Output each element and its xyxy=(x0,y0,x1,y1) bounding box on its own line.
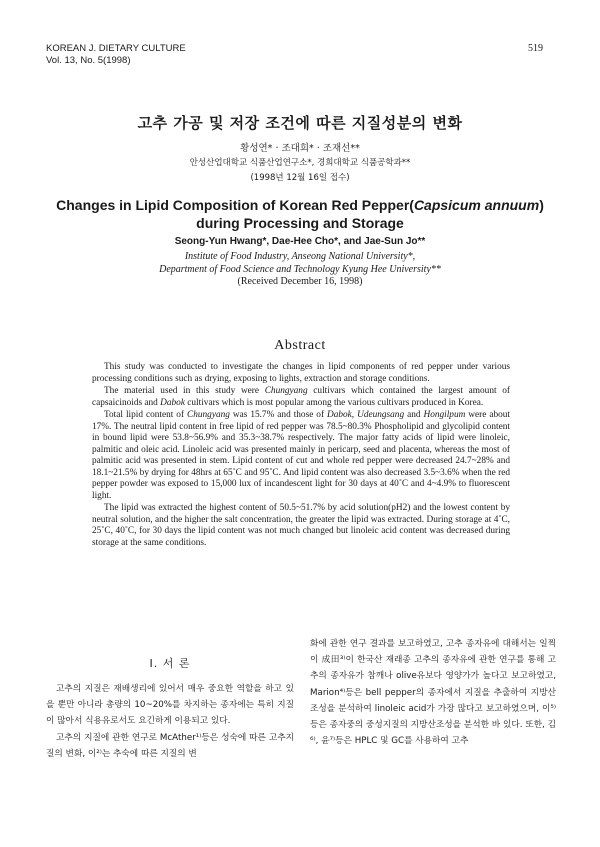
abstract-body xyxy=(92,362,510,550)
abstract-paragraph: The material used in this study were Chungyang cultivars which contained the largest amount of capsaicinoids and Dabok cultivars which is most popular among the various cultivars produced in Korea. xyxy=(92,386,510,408)
journal-header xyxy=(46,43,186,67)
journal-volume: Vol. 13, No. 5(1998) xyxy=(46,55,131,66)
body-paragraph: 고추의 지질에 관한 연구로 McAther¹⁾등은 성숙에 따른 고추지질의 변화, 이²⁾는 추숙에 따른 지질의 변 xyxy=(46,732,294,759)
abstract-paragraph: Total lipid content of Chungyang was 15.7% and those of Dabok, Udeungsang and Hongilpum were about 17%. The neutral lipid content in free lipid of red pepper was 78.5~80.3% Phospholipid and glycolipid content in bound lipid were 53.8~56.9% and 35.3~38.7% respectively. The major fatty acids of lipid were linoleic, palmitic and oleic acid. Linoleic acid was presented mainly in pericarp, seed and placenta, whereas the most of palmitic acid was presented in stem. Lipid content of cut and whole red pepper were decreased 24.7~28% and 18.1~21.5% by drying for 48hrs at 65˚C and 95˚C. And lipid content was also decreased 3.5~3.6% when the red pepper powder was exposed to 15,000 lux of incandescent light for 30 days at 40˚C and 4~4.9% to fluorescent light. xyxy=(92,410,510,501)
english-received-date: (Received December 16, 1998) xyxy=(237,276,363,287)
english-authors: Seong-Yun Hwang*, Dae-Hee Cho*, and Jae-Sun Jo** xyxy=(174,236,426,247)
english-title: Changes in Lipid Composition of Korean Red Pepper(Capsicum annuum) during Processing and Storage xyxy=(56,197,544,231)
journal-name: KOREAN J. DIETARY CULTURE xyxy=(46,43,186,54)
body-column-right xyxy=(310,636,556,749)
abstract-paragraph: The lipid was extracted the highest content of 50.5~51.7% by acid solution(pH2) and the lowest content by neutral solution, and the higher the salt concentration, the greater the lipid was extracted. During storage at 4˚C, 25˚C, 40˚C, for 30 days the lipid content was not much changed but linoleic acid content was decreased during storage at the same conditions. xyxy=(92,503,510,548)
body-paragraph: 화에 관한 연구 결과를 보고하였고, 고추 종자유에 대해서는 일찍이 成田³⁾이 한국산 재래종 고추의 종자유에 관한 연구를 통해 고추의 종자유가 참깨나 olive유보다 영양가가 높다고 보고하였고, Marion⁴⁾등은 bell pepper의 종자에서 지질을 추출하여 지방산조성을 분석하여 linoleic acid가 가장 많다고 보고하였으며, 이⁵⁾등은 종자중의 중성지질의 지방산조성을 분석한 바 있다. 또한, 김⁶⁾, 윤⁷⁾등은 HPLC 및 GC를 사용하여 고추 xyxy=(310,639,556,747)
korean-affiliation: 안성산업대학교 식품산업연구소*, 경희대학교 식품공학과** xyxy=(189,158,411,168)
body-paragraph: 고추의 지질은 재배생리에 있어서 매우 중요한 역할을 하고 있을 뿐만 아니라 총량의 10~20%를 차지하는 종자에는 특히 지질이 많아서 식용유로서도 요긴하게 이용되고 있다. xyxy=(46,684,294,727)
english-affiliation: Institute of Food Industry, Anseong National University*, Department of Food Science and Technology Kyung Hee University** xyxy=(159,251,441,275)
korean-authors: 황성연* · 조대희* · 조재선** xyxy=(240,143,360,154)
abstract-paragraph: This study was conducted to investigate the changes in lipid components of red pepper under various processing conditions such as drying, exposing to lights, extraction and storage conditions. xyxy=(92,362,510,384)
abstract-heading: Abstract xyxy=(274,338,326,353)
body-column-left xyxy=(46,681,294,762)
korean-received-date: (1998년 12월 16일 접수) xyxy=(250,173,350,183)
section-heading-introduction: I. 서 론 xyxy=(149,657,191,670)
page-number: 519 xyxy=(528,43,543,54)
korean-title: 고추 가공 및 저장 조건에 따른 지질성분의 변화 xyxy=(137,114,463,132)
